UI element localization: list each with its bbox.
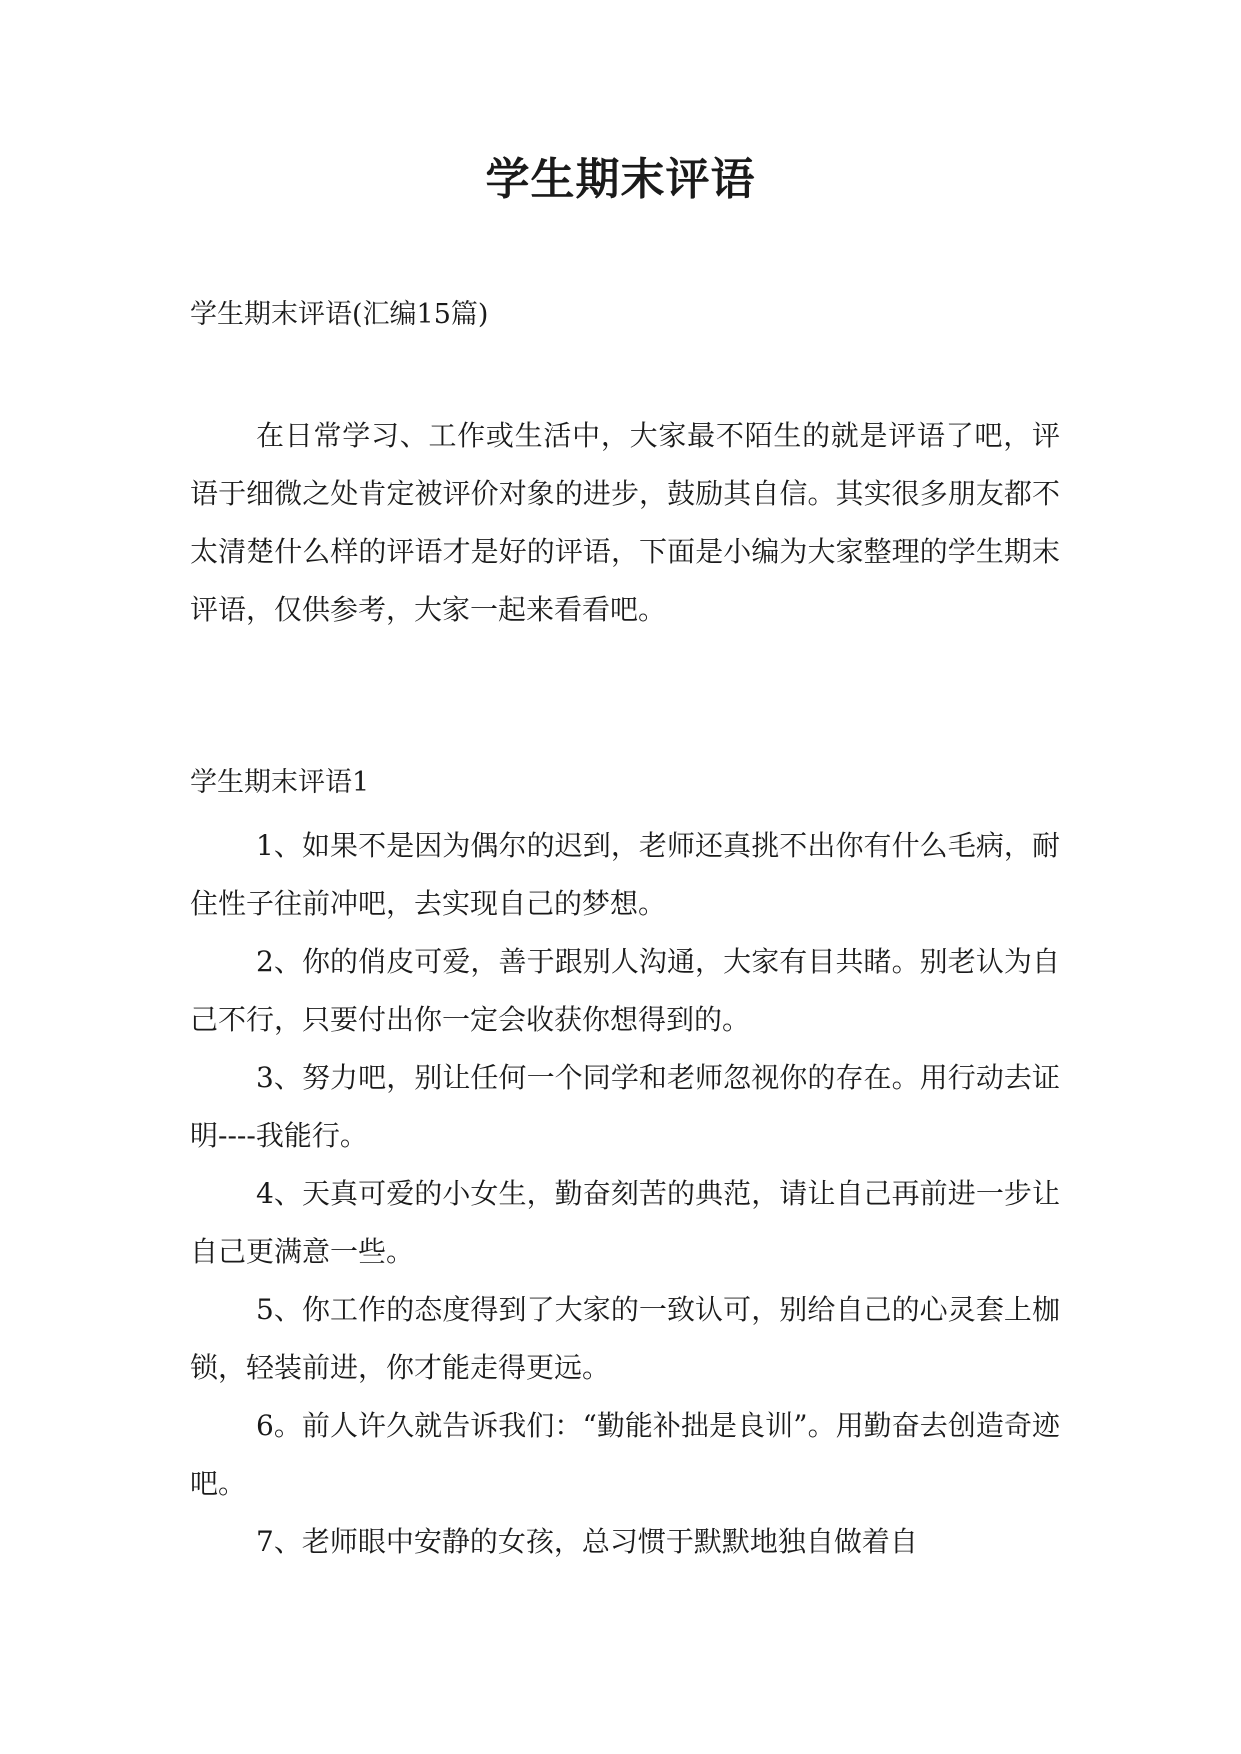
comment-item-7: 7、老师眼中安静的女孩，总习惯于默默地独自做着自 xyxy=(256,1525,918,1558)
comment-item-6: 6。前人许久就告诉我们：“勤能补拙是良训”。用勤奋去创造奇迹吧。 xyxy=(190,1409,1060,1500)
comment-item-5: 5、你工作的态度得到了大家的一致认可，别给自己的心灵套上枷锁，轻装前进，你才能走得更远。 xyxy=(190,1293,1060,1384)
comment-item-3: 3、努力吧，别让任何一个同学和老师忽视你的存在。用行动去证明----我能行。 xyxy=(190,1061,1060,1152)
comment-item-2: 2、你的俏皮可爱，善于跟别人沟通，大家有目共睹。别老认为自己不行，只要付出你一定会收获你想得到的。 xyxy=(190,945,1060,1036)
intro-paragraph: 在日常学习、工作或生活中，大家最不陌生的就是评语了吧，评语于细微之处肯定被评价对象的进步，鼓励其自信。其实很多朋友都不太清楚什么样的评语才是好的评语，下面是小编为大家整理的学生期末评语，仅供参考，大家一起来看看吧。 xyxy=(190,419,1060,626)
comment-item-1: 1、如果不是因为偶尔的迟到，老师还真挑不出你有什么毛病，耐住性子往前冲吧，去实现自己的梦想。 xyxy=(190,829,1060,920)
page-title: 学生期末评语 xyxy=(485,154,756,205)
section-heading: 学生期末评语1 xyxy=(190,767,370,798)
comment-item-4: 4、天真可爱的小女生，勤奋刻苦的典范，请让自己再前进一步让自己更满意一些。 xyxy=(190,1177,1060,1268)
comment-list xyxy=(190,817,1060,1571)
document-subtitle: 学生期末评语(汇编15篇) xyxy=(190,299,489,330)
